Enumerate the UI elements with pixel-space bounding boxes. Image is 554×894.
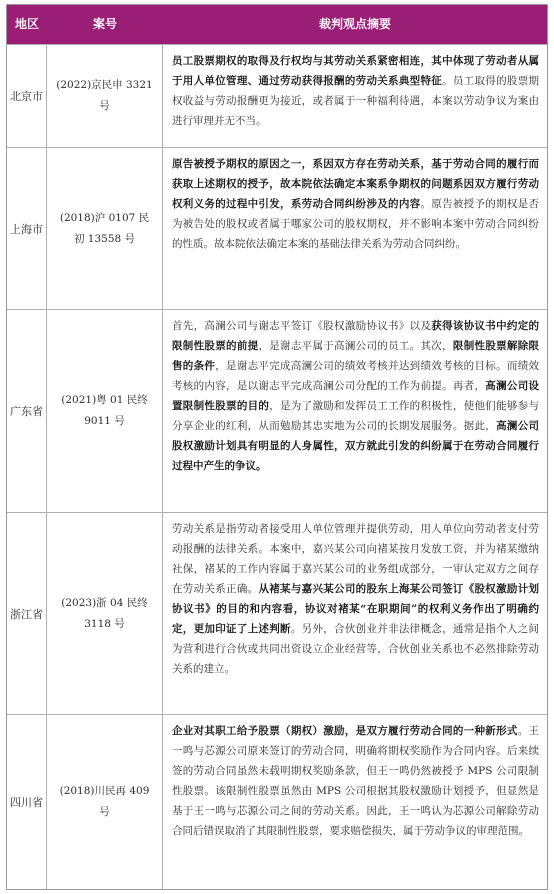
table-row bbox=[7, 44, 547, 147]
table-row bbox=[7, 512, 547, 714]
summary-emphasis: 高澜公司股权激励计划具有明显的人身属性，双方就此引发的纠纷属于在劳动合同履行过程中产生的争议。 bbox=[172, 420, 540, 472]
summary-text: 。另外，合伙创业并非法律概念，通常是指个人之间为营利进行合伙或共同出资设立企业经营等，合伙创业关系也不必然排除劳动关系的建立。 bbox=[172, 623, 540, 675]
summary-text: 。员工取得的股票期权收益与劳动报酬更为接近，或者属于一种福利待遇，本案以劳动争议为案由进行审理并无不当。 bbox=[172, 75, 540, 127]
region-cell: 北京市 bbox=[7, 45, 47, 147]
summary-emphasis: 原告被授予期权的原因之一，系因双方存在劳动关系，基于劳动合同的履行而获取上述期权的授予，故本院依法确定本案系争期权的问题系因双方履行劳动权利义务的过程中引发，系劳动合同纠纷涉及的内容 bbox=[172, 158, 539, 210]
summary-text: 。原告被授予的期权是否为被告处的股权或者属于哪家公司的股权期权，并不影响本案中劳动合同纠纷的性质。故本院依法确定本案的基础法律关系为劳动合同纠纷。 bbox=[172, 198, 539, 250]
region-cell: 四川省 bbox=[7, 715, 47, 889]
region-cell: 上海市 bbox=[7, 148, 47, 309]
summary-text: 。王一鸣与芯源公司原来签订的劳动合同，明确将期权奖励作为合同内容。后来续签的劳动合同虽然未载明期权奖励条款，但王一鸣仍然被授予 MPS 公司限制性股票。该限制性股票虽然由 MPS 公司根据其股权激励计划授予，但显然是基于王一鸣与芯源公司之间的劳动关系。因此，王一鸣认为芯源公司解除劳动合同后错误取消了其限制性股票，要求赔偿损失，属于劳动争议的审理范围。 bbox=[172, 725, 540, 837]
summary-text: 首先，高澜公司与谢志平签订《股权激励协议书》以及 bbox=[172, 320, 432, 332]
table-row bbox=[7, 714, 547, 889]
header-case-number: 案号 bbox=[92, 17, 117, 31]
summary-emphasis: 企业对其职工给予股票（期权）激励，是双方履行劳动合同的一种新形式 bbox=[172, 725, 518, 737]
case-number-cell: (2018)沪 0107 民初 13558 号 bbox=[47, 148, 163, 309]
judgment-summary-cell bbox=[163, 310, 547, 512]
summary-emphasis: 获得该协议书中约定的限制性股票的前提 bbox=[172, 320, 540, 352]
judgment-summary-cell bbox=[163, 148, 547, 309]
table-header bbox=[7, 5, 547, 44]
summary-text: 劳动关系是指劳动者接受用人单位管理并提供劳动，用人单位向劳动者支付劳动报酬的法律关系。本案中，嘉兴某公司向褚某按月发放工资，并为褚某缴纳社保，褚某的工作内容属于嘉兴某公司的业务组成部分，一审认定双方之间存在劳动关系正确。 bbox=[172, 523, 539, 595]
judgment-summary-cell bbox=[163, 513, 547, 714]
summary-text: ，是谢志平属于高澜公司的员工。其次， bbox=[258, 340, 453, 352]
judgment-table bbox=[6, 4, 548, 890]
case-number-cell: (2022)京民申 3321 号 bbox=[47, 45, 163, 147]
table-row bbox=[7, 309, 547, 512]
case-number-cell: (2021)粤 01 民终 9011 号 bbox=[47, 310, 163, 512]
table-row bbox=[7, 147, 547, 309]
summary-emphasis: 员工股票期权的取得及行权均与其劳动关系紧密相连，其中体现了劳动者从属于用人单位管理、通过劳动获得报酬的劳动关系典型特征 bbox=[172, 55, 539, 87]
summary-text: ，是为了激励和发挥员工工作的积极性，使他们能够参与分享企业的红利，从而勉励其忠实地为公司的长期发展服务。据此， bbox=[172, 400, 540, 432]
header-judgment-summary: 裁判观点摘要 bbox=[318, 17, 391, 31]
summary-emphasis: 限制性股票解除限售的条件 bbox=[172, 340, 540, 372]
case-number-cell: (2018)川民再 409 号 bbox=[47, 715, 163, 889]
summary-emphasis: 从褚某与嘉兴某公司的股东上海某公司签订《股权激励计划协议书》的目的和内容看，协议对褚某“在职期间”的权利义务作出了明确约定，更加印证了上述判断 bbox=[172, 583, 540, 635]
region-cell: 浙江省 bbox=[7, 513, 47, 714]
judgment-summary-cell bbox=[163, 715, 547, 889]
summary-text: ，是谢志平完成高澜公司的绩效考核并达到绩效考核的目标。而绩效考核的内容，是以谢志平完成高澜公司分配的工作为前提。再者， bbox=[172, 360, 540, 392]
case-number-cell: (2023)浙 04 民终 3118 号 bbox=[47, 513, 163, 714]
summary-emphasis: 高澜公司设置限制性股票的目的 bbox=[172, 380, 540, 412]
header-region: 地区 bbox=[14, 17, 39, 31]
region-cell: 广东省 bbox=[7, 310, 47, 512]
judgment-summary-cell bbox=[163, 45, 547, 147]
